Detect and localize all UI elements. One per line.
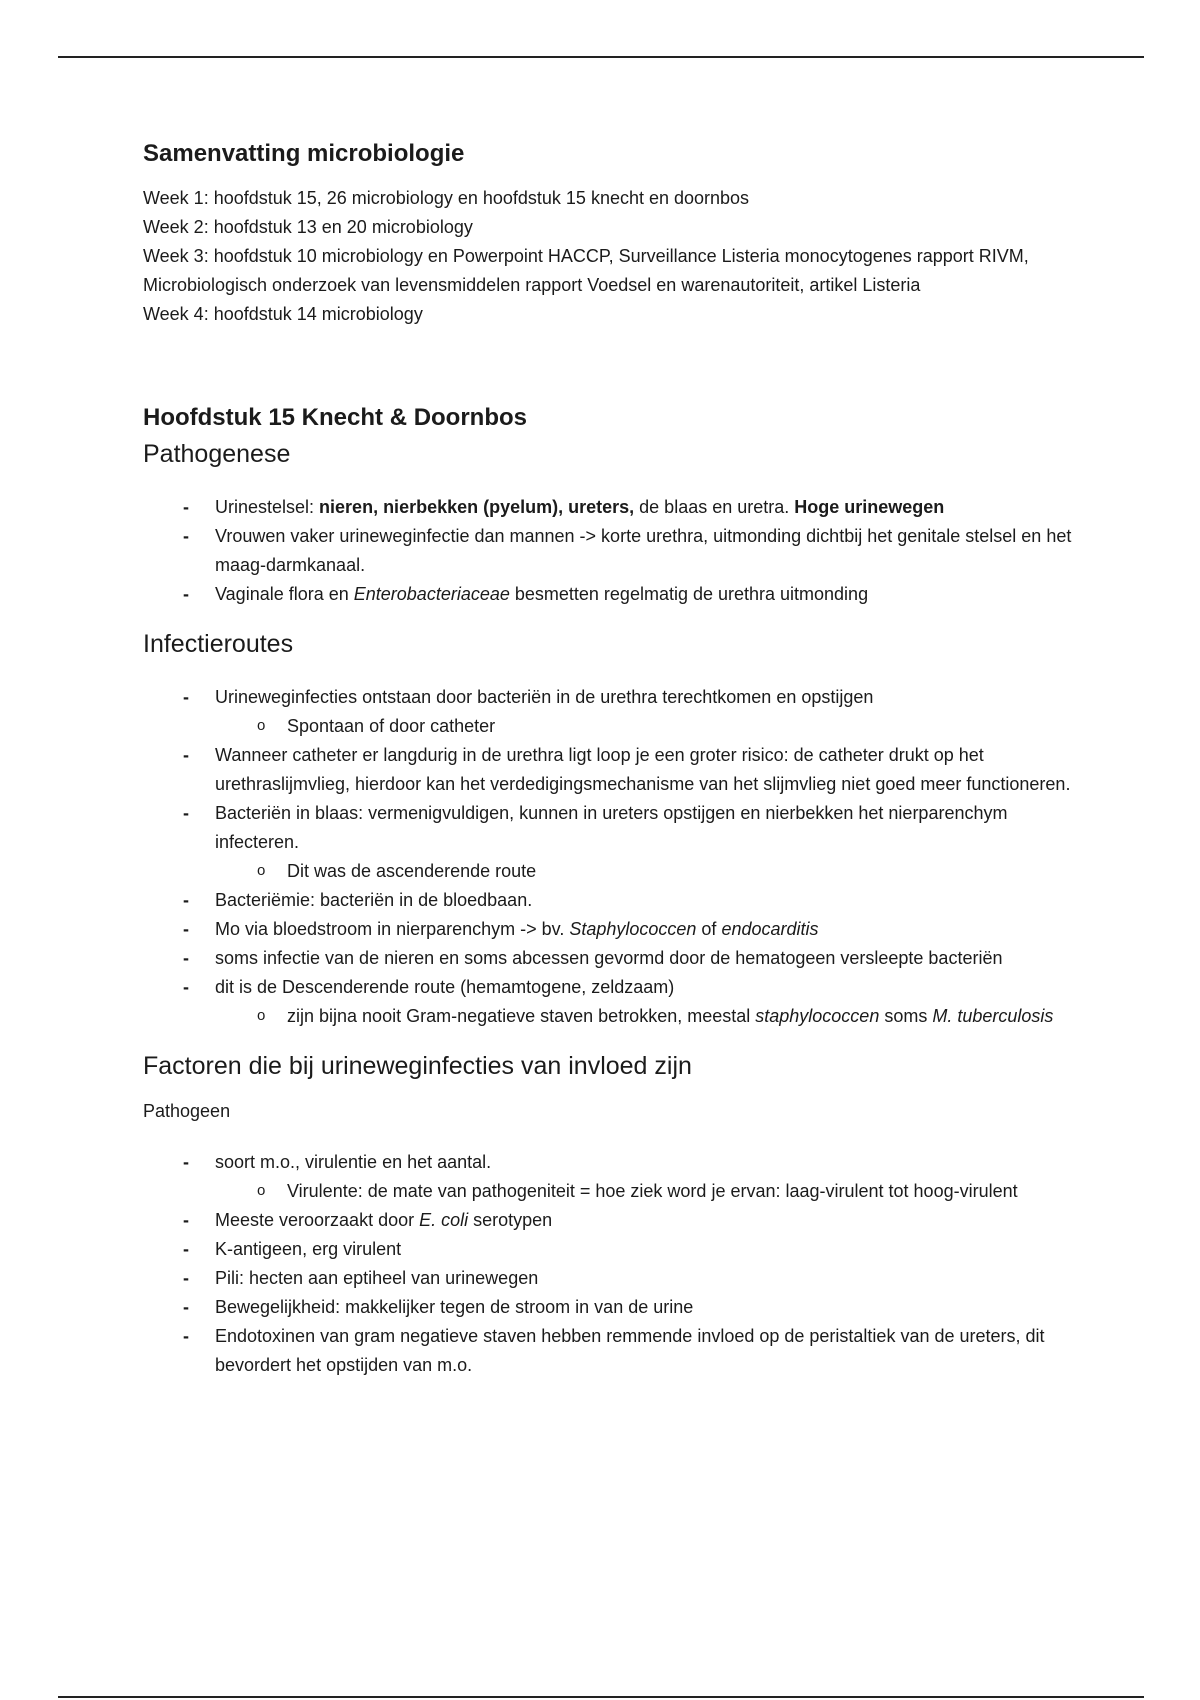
- week-line: Week 3: hoofdstuk 10 microbiology en Powerpoint HACCP, Surveillance Listeria monocytogenes rapport RIVM, Microbiologisch onderzoek van levensmiddelen rapport Voedsel en warenautoriteit, artikel Listeria: [143, 246, 1029, 295]
- document-body: [143, 140, 1073, 1380]
- week-list: [143, 184, 1073, 329]
- section-heading-factoren: Factoren die bij urineweginfecties van invloed zijn: [143, 1052, 692, 1080]
- list-item: - soort m.o., virulentie en het aantal. o Virulente: de mate van pathogeniteit = hoe ziek word je ervan: laag-virulent tot hoog-virulent: [143, 1148, 1073, 1206]
- list-item: - Meeste veroorzaakt door E. coli serotypen: [143, 1206, 1073, 1235]
- factoren-list: [143, 1148, 1073, 1380]
- week-line: Week 2: hoofdstuk 13 en 20 microbiology: [143, 217, 473, 237]
- list-item: - dit is de Descenderende route (hemamtogene, zeldzaam) o zijn bijna nooit Gram-negatieve staven betrokken, meestal staphylococcen soms M. tuberculosis: [143, 973, 1073, 1031]
- sub-list-item: o Dit was de ascenderende route: [143, 857, 1073, 886]
- sub-list-item: o Spontaan of door catheter: [143, 712, 1073, 741]
- list-item: - Bacteriëmie: bacteriën in de bloedbaan.: [143, 886, 1073, 915]
- footer-rule: [58, 1696, 1144, 1698]
- section-heading-pathogenese: Pathogenese: [143, 440, 291, 468]
- list-item: - Wanneer catheter er langdurig in de urethra ligt loop je een groter risico: de catheter drukt op het urethraslijmvlieg, hierdoor kan het verdedigingsmechanisme van het slijmvlieg niet goed meer functioneren.: [143, 741, 1073, 799]
- week-line: Week 4: hoofdstuk 14 microbiology: [143, 304, 423, 324]
- list-item: - Urineweginfecties ontstaan door bacteriën in de urethra terechtkomen en opstijgen o Spontaan of door catheter: [143, 683, 1073, 741]
- list-item: - Endotoxinen van gram negatieve staven hebben remmende invloed op de peristaltiek van de ureters, dit bevordert het opstijden van m.o.: [143, 1322, 1073, 1380]
- pathogenese-list: [143, 493, 1073, 609]
- list-item: - Urinestelsel: nieren, nierbekken (pyelum), ureters, de blaas en uretra. Hoge urinewegen: [143, 493, 1073, 522]
- list-item: - soms infectie van de nieren en soms abcessen gevormd door de hematogeen versleepte bacteriën: [143, 944, 1073, 973]
- sub-list-item: o Virulente: de mate van pathogeniteit = hoe ziek word je ervan: laag-virulent tot hoog-virulent: [143, 1177, 1073, 1206]
- subheading-pathogeen: Pathogeen: [143, 1101, 231, 1121]
- list-item: - Bewegelijkheid: makkelijker tegen de stroom in van de urine: [143, 1293, 1073, 1322]
- header-rule: [58, 56, 1144, 58]
- list-item: - K-antigeen, erg virulent: [143, 1235, 1073, 1264]
- list-item: - Bacteriën in blaas: vermenigvuldigen, kunnen in ureters opstijgen en nierbekken het nierparenchym infecteren. o Dit was de ascenderende route: [143, 799, 1073, 886]
- list-item: - Mo via bloedstroom in nierparenchym -> bv. Staphylococcen of endocarditis: [143, 915, 1073, 944]
- infectieroutes-list: [143, 683, 1073, 1031]
- section-heading-infectieroutes: Infectieroutes: [143, 630, 294, 658]
- list-item: - Pili: hecten aan eptiheel van urinewegen: [143, 1264, 1073, 1293]
- sub-list-item: o zijn bijna nooit Gram-negatieve staven betrokken, meestal staphylococcen soms M. tuberculosis: [143, 1002, 1073, 1031]
- chapter-heading: Hoofdstuk 15 Knecht & Doornbos: [143, 404, 528, 431]
- list-item: - Vaginale flora en Enterobacteriaceae besmetten regelmatig de urethra uitmonding: [143, 580, 1073, 609]
- list-item: - Vrouwen vaker urineweginfectie dan mannen -> korte urethra, uitmonding dichtbij het genitale stelsel en het maag-darmkanaal.: [143, 522, 1073, 580]
- document-title: Samenvatting microbiologie: [143, 140, 465, 167]
- week-line: Week 1: hoofdstuk 15, 26 microbiology en hoofdstuk 15 knecht en doornbos: [143, 188, 750, 208]
